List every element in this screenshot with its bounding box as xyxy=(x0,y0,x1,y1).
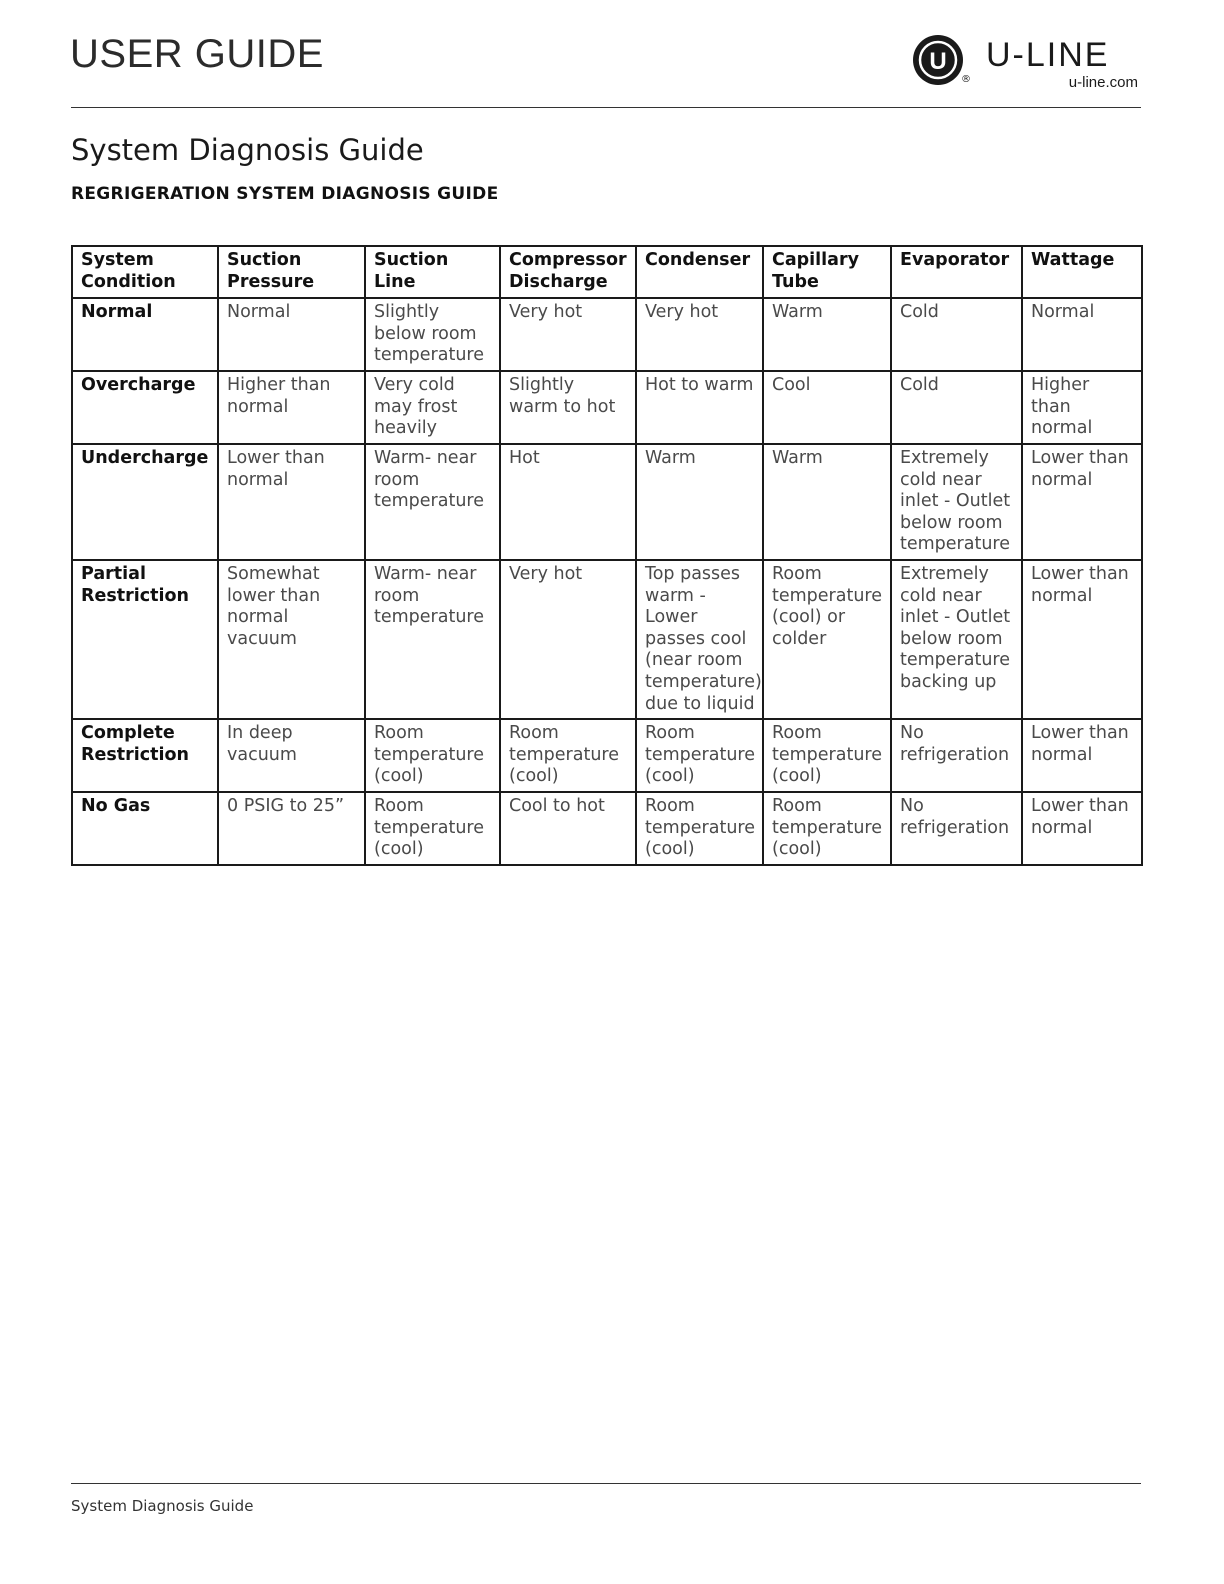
table-cell: Hot xyxy=(500,444,636,560)
table-cell: Lower than normal xyxy=(1022,444,1142,560)
table-cell: Lower than normal xyxy=(218,444,365,560)
table-row xyxy=(72,298,1142,371)
column-header: Compressor Discharge xyxy=(500,246,636,298)
diagnosis-table xyxy=(71,245,1143,866)
table-cell: Cold xyxy=(891,298,1022,371)
table-cell: Slightly below room temperature xyxy=(365,298,500,371)
table-cell: Room temperature (cool) xyxy=(636,719,763,792)
table-cell: Room temperature (cool) xyxy=(763,792,891,865)
column-header: Suction Pressure xyxy=(218,246,365,298)
table-cell: Very hot xyxy=(500,560,636,719)
brand-name: U-LINE xyxy=(986,36,1110,74)
table-cell: Lower than normal xyxy=(1022,719,1142,792)
table-cell: Warm xyxy=(763,298,891,371)
footer-divider xyxy=(71,1483,1141,1484)
header-divider xyxy=(71,107,1141,108)
table-cell: Slightly warm to hot xyxy=(500,371,636,444)
row-condition: Normal xyxy=(72,298,218,371)
row-condition: No Gas xyxy=(72,792,218,865)
section-title: System Diagnosis Guide xyxy=(71,133,424,167)
u-line-emblem-icon xyxy=(910,32,966,88)
table-cell: Room temperature (cool) or colder xyxy=(763,560,891,719)
table-cell: Very hot xyxy=(500,298,636,371)
table-cell: Extremely cold near inlet - Outlet below room temperature backing up xyxy=(891,560,1022,719)
brand-logo xyxy=(910,32,1142,96)
footer-label: System Diagnosis Guide xyxy=(71,1497,254,1515)
table-cell: Room temperature (cool) xyxy=(365,792,500,865)
table-row xyxy=(72,371,1142,444)
table-row xyxy=(72,560,1142,719)
table-row xyxy=(72,719,1142,792)
table-cell: Room temperature (cool) xyxy=(763,719,891,792)
table-cell: Warm xyxy=(763,444,891,560)
table-cell: Very hot xyxy=(636,298,763,371)
table-cell: Higher than normal xyxy=(218,371,365,444)
column-header: Wattage xyxy=(1022,246,1142,298)
table-cell: Higher than normal xyxy=(1022,371,1142,444)
table-cell: Cool xyxy=(763,371,891,444)
table-cell: Room temperature (cool) xyxy=(500,719,636,792)
table-cell: Normal xyxy=(218,298,365,371)
table-cell: No refrigeration xyxy=(891,792,1022,865)
document-title: USER GUIDE xyxy=(70,32,324,76)
table-cell: Cold xyxy=(891,371,1022,444)
table-cell: 0 PSIG to 25” xyxy=(218,792,365,865)
column-header: Evaporator xyxy=(891,246,1022,298)
table-cell: No refrigeration xyxy=(891,719,1022,792)
table-cell: Room temperature (cool) xyxy=(636,792,763,865)
column-header: System Condition xyxy=(72,246,218,298)
table-cell: Room temperature (cool) xyxy=(365,719,500,792)
table-cell: Warm- near room temperature xyxy=(365,560,500,719)
registered-mark: ® xyxy=(961,74,971,85)
row-condition: Overcharge xyxy=(72,371,218,444)
table-cell: Lower than normal xyxy=(1022,792,1142,865)
table-cell: Top passes warm - Lower passes cool (near room temperature) due to liquid xyxy=(636,560,763,719)
row-condition: Undercharge xyxy=(72,444,218,560)
table-cell: Warm xyxy=(636,444,763,560)
table-cell: Somewhat lower than normal vacuum xyxy=(218,560,365,719)
table-cell: Cool to hot xyxy=(500,792,636,865)
table-cell: Warm- near room temperature xyxy=(365,444,500,560)
table-row xyxy=(72,792,1142,865)
table-cell: In deep vacuum xyxy=(218,719,365,792)
table-cell: Normal xyxy=(1022,298,1142,371)
table-cell: Lower than normal xyxy=(1022,560,1142,719)
table-cell: Very cold may frost heavily xyxy=(365,371,500,444)
table-cell: Extremely cold near inlet - Outlet below room temperature xyxy=(891,444,1022,560)
table-row xyxy=(72,444,1142,560)
table-subtitle: REGRIGERATION SYSTEM DIAGNOSIS GUIDE xyxy=(71,184,499,204)
table-cell: Hot to warm xyxy=(636,371,763,444)
column-header: Capillary Tube xyxy=(763,246,891,298)
row-condition: Complete Restriction xyxy=(72,719,218,792)
brand-url: u-line.com xyxy=(1068,74,1138,91)
logo-letter: U xyxy=(929,48,947,75)
column-header: Condenser xyxy=(636,246,763,298)
table-header-row xyxy=(72,246,1142,298)
row-condition: Partial Restriction xyxy=(72,560,218,719)
column-header: Suction Line xyxy=(365,246,500,298)
